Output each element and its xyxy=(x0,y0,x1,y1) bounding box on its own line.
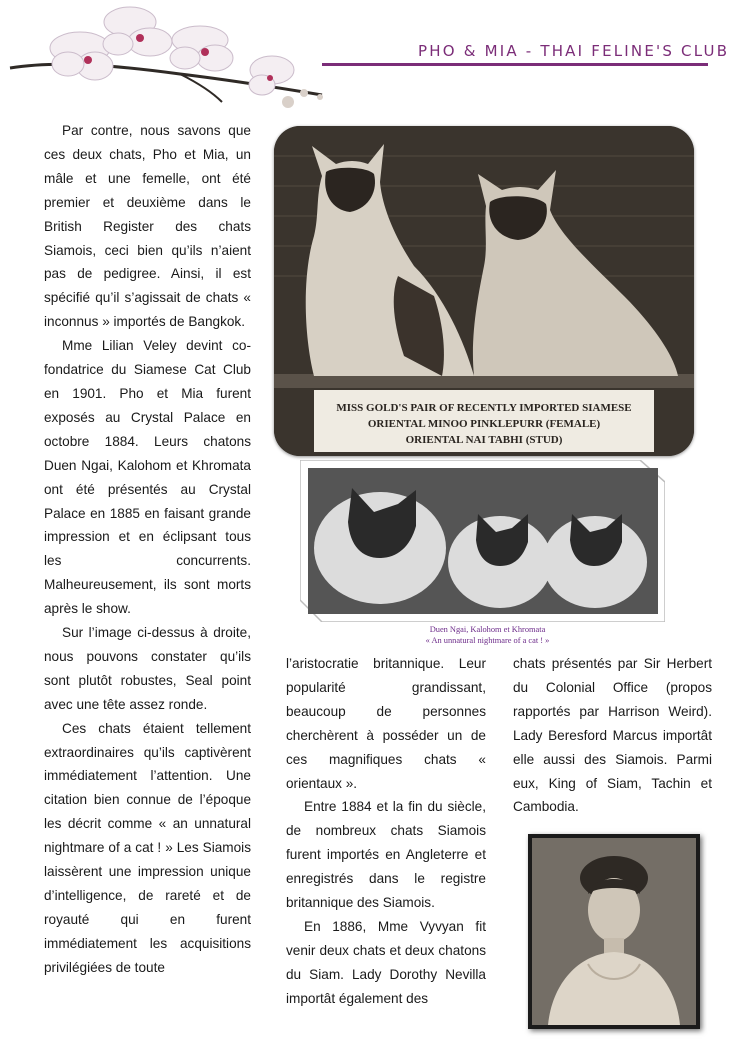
lady-portrait-photo xyxy=(528,834,700,1029)
text-column-3 xyxy=(513,652,712,819)
page-title: PHO & MIA - THAI FELINE'S CLUB xyxy=(418,42,730,60)
caption-line: Duen Ngai, Kalohom et Khromata xyxy=(429,625,546,634)
kittens-photo xyxy=(300,460,665,622)
text-column-1 xyxy=(44,119,251,980)
page-header xyxy=(0,0,751,115)
caption-line: « An unnatural nightmare of a cat ! » xyxy=(425,635,550,645)
photo-caption-line: ORIENTAL MINOO PINKLEPURR (FEMALE) xyxy=(367,418,601,430)
siamese-pair-photo xyxy=(274,126,694,456)
paragraph: l’aristocratie britannique. Leur popularité grandissant, beaucoup de personnes cherchèrent à posséder un de ces magnifiques chats « orientaux ». xyxy=(286,656,486,791)
paragraph: chats présentés par Sir Herbert du Colonial Office (propos rapportés par Harrison Weird). Lady Beresford Marcus importât elle aussi des Siamois. Parmi eux, King of Siam, Tachin et Cambodia. xyxy=(513,656,712,815)
paragraph: Sur l’image ci-dessus à droite, nous pouvons constater qu’ils sont plutôt robustes, Seal point avec une tête assez ronde. xyxy=(44,625,251,712)
text-column-2 xyxy=(286,652,486,1011)
photo-caption-line: ORIENTAL NAI TABHI (STUD) xyxy=(405,434,563,446)
photo-caption-line: MISS GOLD'S PAIR OF RECENTLY IMPORTED SIAMESE xyxy=(336,402,632,414)
paragraph: Entre 1884 et la fin du siècle, de nombreux chats Siamois furent importés en Angleterre et enregistrés dans le registre britannique des Siamois. xyxy=(286,799,486,911)
paragraph: Par contre, nous savons que ces deux chats, Pho et Mia, un mâle et une femelle, ont été premier et deuxième dans le British Register des chats Siamois, ceci bien qu’ils n’aient pas de pedigree. Ainsi, il est spécifié qu’il s’agissait de chats « inconnus » importés de Bangkok. xyxy=(44,123,251,330)
paragraph: Ces chats étaient tellement extraordinaires qu’ils captivèrent immédiatement l’attention. Une citation bien connue de l’époque les décrit comme « an unnatural nightmare of a cat ! » Les Siamois laissèrent une impression unique d’intelligence, de rareté et de royauté qui en furent immédiatement les acquisitions privilégiées de toute xyxy=(44,720,251,975)
paragraph: Mme Lilian Veley devint co-fondatrice du Siamese Cat Club en 1901. Pho et Mia furent exposés au Crystal Palace en octobre 1884. Leurs chatons Duen Ngai, Kalohom et Khromata ont été présentés au Crystal Palace en 1885 en faisant grande impression et en éclipsant tous les concurrents. Malheureusement, ils sont morts après le show. xyxy=(44,338,251,617)
paragraph: En 1886, Mme Vyvyan fit venir deux chats et deux chatons du Siam. Lady Dorothy Nevilla importât également des xyxy=(286,918,486,1006)
header-divider xyxy=(322,63,708,66)
kittens-photo-caption xyxy=(300,625,675,646)
orchid-branch-icon xyxy=(0,0,340,115)
